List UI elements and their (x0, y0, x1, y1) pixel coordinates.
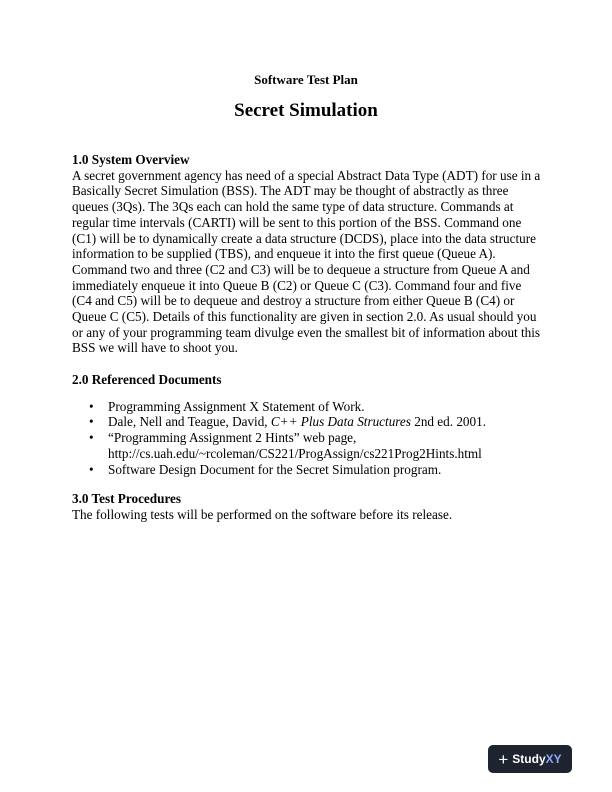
reference-text: Dale, Nell and Teague, David, (108, 414, 271, 430)
section-system-overview (72, 152, 542, 356)
reference-text: Software Design Document for the Secret Simulation program. (108, 461, 442, 477)
reference-item (72, 399, 542, 415)
reference-list (72, 399, 542, 478)
reference-book-title: C++ Plus Data Structures (270, 414, 411, 430)
bullet-icon: • (89, 461, 94, 477)
reference-text: Programming Assignment X Statement of Work. (108, 398, 365, 414)
reference-url: http://cs.uah.edu/~rcoleman/CS221/ProgAssign/cs221Prog2Hints.html (108, 445, 482, 461)
section-body: The following tests will be performed on the software before its release. (72, 506, 453, 522)
reference-item (72, 430, 542, 461)
reference-edition: 2nd ed. 2001. (410, 414, 487, 430)
studyxy-logo (488, 745, 572, 773)
bullet-icon: • (89, 398, 94, 414)
section-test-procedures (72, 491, 542, 522)
plus-icon: + (498, 749, 509, 769)
reference-text: “Programming Assignment 2 Hints” web page, (108, 430, 357, 446)
reference-item (72, 414, 542, 430)
section-heading: 1.0 System Overview (72, 152, 190, 167)
logo-brand-b: XY (545, 752, 562, 766)
section-referenced-documents (72, 372, 542, 477)
logo-brand-a: Study (512, 752, 546, 766)
reference-item (72, 462, 542, 478)
section-heading: 3.0 Test Procedures (72, 491, 182, 506)
section-body: A secret government agency has need of a special Abstract Data Type (ADT) for use in a Basically Secret Simulation (BSS). The ADT may be thought of abstractly as three queues (3Qs). The 3Qs each can hold the same type of data structure. Commands at regular time intervals (CARTI) will be sent to this portion of the BSS. Command one (C1) will be to dynamically create a data structure (DCDS), place into the data structure information to be supplied (TBS), and enqueue it into the first queue (Queue A). Command two and three (C2 and C3) will be to dequeue a structure from Queue A and immediately enqueue it into Queue B (C2) or Queue C (C3). Command four and five (C4 and C5) will be to dequeue and destroy a structure from either Queue B (C4) or Queue C (C5). Details of this functionality are given in section 2.0. As usual should you or any of your programming team divulge even the smallest bit of information about this BSS we will have to shoot you. (72, 167, 541, 356)
document-title: Secret Simulation (234, 100, 378, 121)
section-heading: 2.0 Referenced Documents (72, 372, 222, 387)
bullet-icon: • (89, 414, 94, 430)
bullet-icon: • (89, 430, 94, 446)
document-type: Software Test Plan (254, 72, 358, 87)
